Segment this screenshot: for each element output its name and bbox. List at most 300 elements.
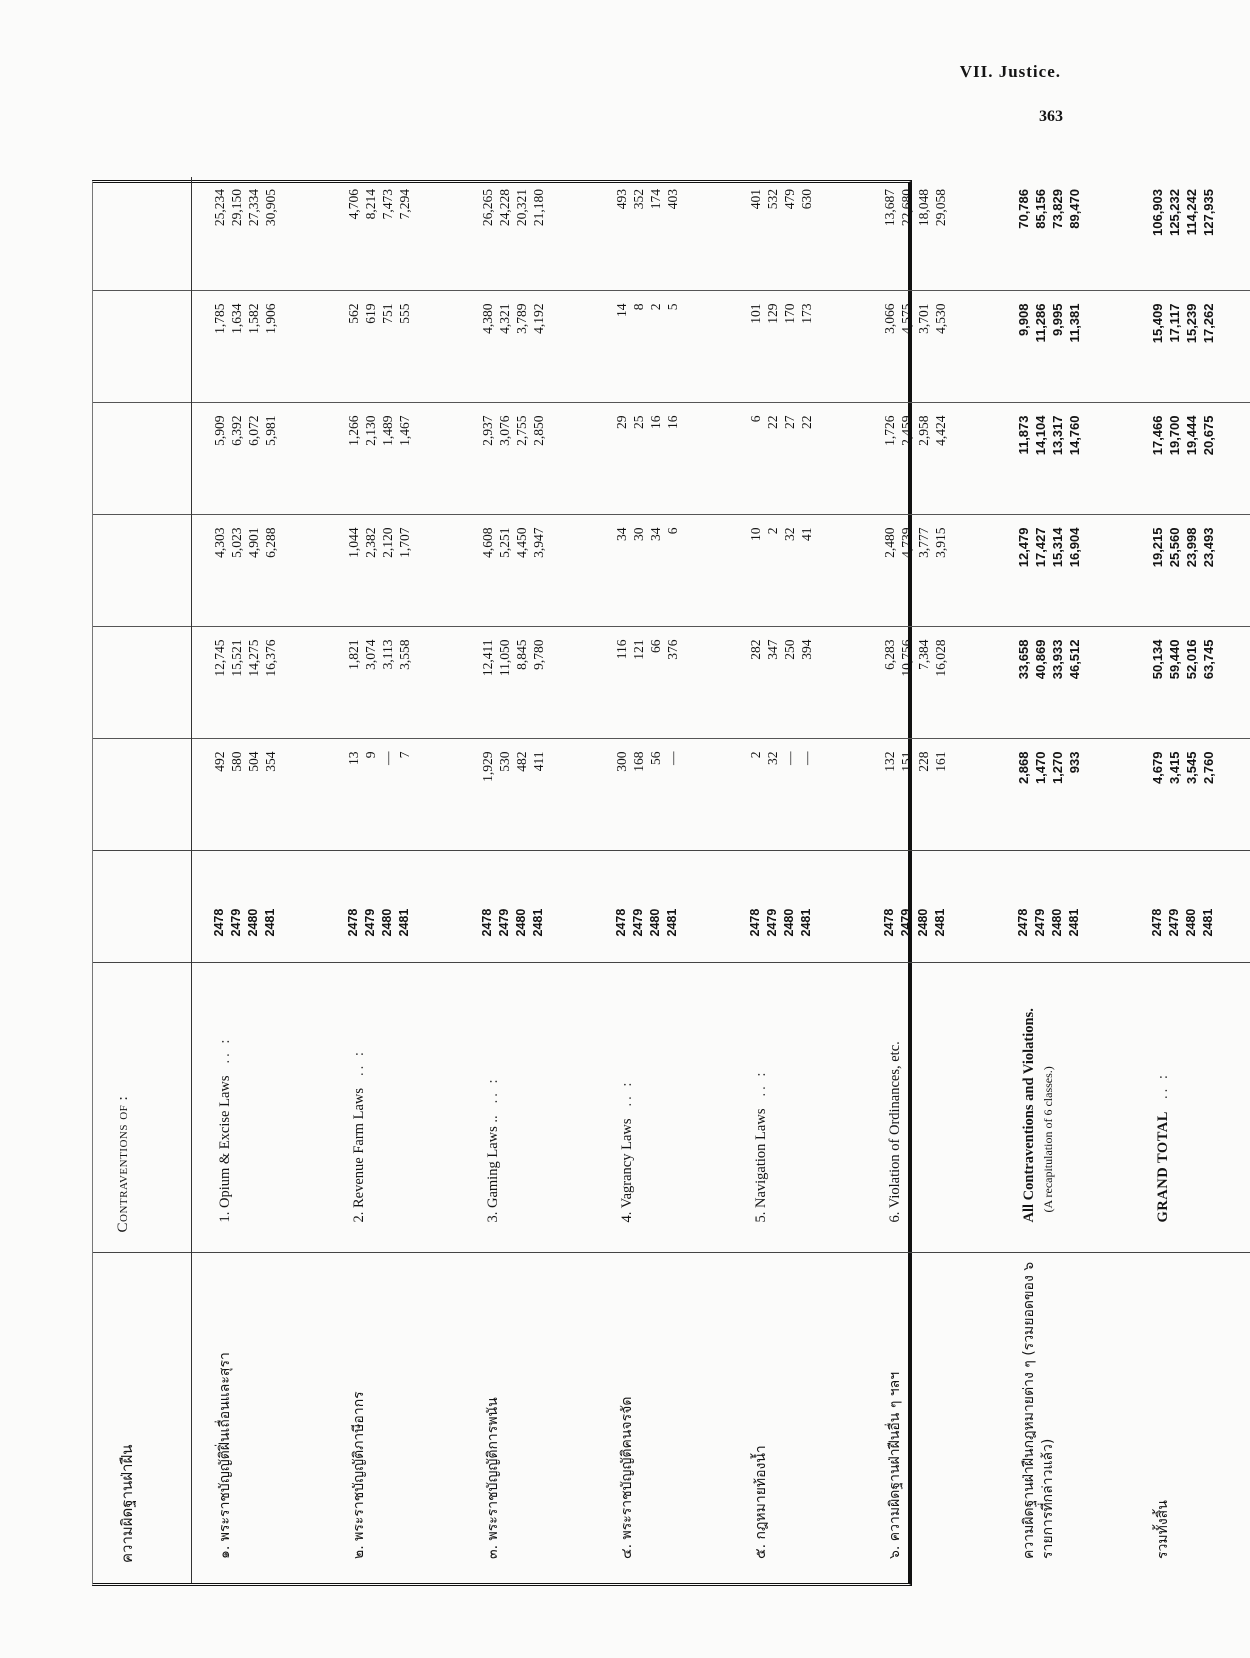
table-cell-value: 11,050	[497, 639, 512, 677]
row-column-4	[326, 403, 460, 515]
row-thai-label: ๓. พระราชบัญญัติการพนัน	[460, 1253, 594, 1583]
table-cell-value: 2,480	[882, 527, 897, 558]
year-value: 2481	[1201, 908, 1215, 937]
row-column-5	[1130, 291, 1250, 403]
row-column-5	[192, 291, 327, 403]
row-years	[728, 851, 862, 963]
row-column-2	[862, 627, 996, 739]
table-cell-value: 116	[614, 639, 629, 660]
year-value: 2478	[882, 908, 896, 937]
table-cell-value: 19,700	[1167, 415, 1182, 456]
row-dot-leader: .. :	[1155, 1072, 1171, 1100]
year-value: 2481	[397, 908, 411, 937]
table-cell-value: 751	[380, 303, 395, 324]
table-cell-value: 15,521	[229, 639, 244, 677]
table-cell-value: 18,048	[916, 189, 931, 227]
row-column-6	[192, 177, 327, 291]
table-cell-value: 4,450	[514, 527, 529, 558]
table-cell-value: 479	[782, 189, 797, 210]
table-cell-value: 401	[748, 189, 763, 210]
table-cell-value: 3,066	[882, 303, 897, 334]
row-english-label	[460, 963, 594, 1253]
header-col-5	[93, 291, 192, 403]
table-cell-value: 129	[765, 303, 780, 324]
header-col-3	[93, 515, 192, 627]
table-cell-value: 22,680	[899, 189, 914, 227]
table-cell-value: 17,427	[1033, 527, 1048, 568]
table-cell-value: 168	[631, 751, 646, 772]
table-cell-value: 11,381	[1067, 303, 1082, 343]
row-column-3	[728, 515, 862, 627]
table-cell-value: 4,192	[531, 303, 546, 334]
year-value: 2479	[1167, 908, 1181, 937]
row-column-4	[1130, 403, 1250, 515]
table-cell-value: 492	[212, 751, 227, 772]
table-cell-value: 85,156	[1033, 189, 1048, 229]
table-row	[594, 177, 728, 1583]
row-column-3	[192, 515, 327, 627]
table-cell-value: 33,933	[1050, 639, 1065, 680]
year-value: 2480	[380, 908, 394, 937]
row-column-1	[326, 739, 460, 851]
table-cell-value: 6	[665, 527, 680, 535]
table-cell-value: 6,392	[229, 415, 244, 446]
table-cell-value: 4,530	[933, 303, 948, 334]
table-cell-value: 7,384	[916, 639, 931, 670]
row-dot-leader: .. :	[485, 1076, 501, 1104]
year-value: 2478	[480, 908, 494, 937]
table-cell-value: 9,995	[1050, 303, 1065, 337]
table-cell-value: 7,294	[397, 189, 412, 220]
row-years	[192, 851, 327, 963]
row-english-label	[996, 963, 1130, 1253]
table-cell-value: 50,134	[1150, 639, 1165, 680]
table-cell-value: 29	[614, 415, 629, 429]
table-cell-value: 482	[514, 751, 529, 772]
year-value: 2478	[346, 908, 360, 937]
table-cell-value: 32	[782, 527, 797, 541]
table-row	[728, 177, 862, 1583]
table-cell-value: 347	[765, 639, 780, 660]
table-cell-value: 9,908	[1016, 303, 1031, 337]
table-cell-value: 8	[631, 303, 646, 311]
row-years	[326, 851, 460, 963]
table-cell-value: 3,113	[380, 639, 395, 670]
table-cell-value: 27,334	[246, 189, 261, 227]
page-header-title: VII. Justice.	[959, 62, 1061, 81]
table-cell-value: 46,512	[1067, 639, 1082, 680]
table-cell-value: 2	[748, 751, 763, 759]
table-cell-value: 20,321	[514, 189, 529, 227]
row-english-title: 2. Revenue Farm Laws	[351, 1088, 367, 1223]
table-cell-value: 354	[263, 751, 278, 772]
row-english-title: 4. Vagrancy Laws	[619, 1118, 635, 1223]
row-thai-label: ๔. พระราชบัญญัติคนจรจัด	[594, 1253, 728, 1583]
row-column-1	[192, 739, 327, 851]
table-cell-value: 127,935	[1201, 189, 1216, 236]
row-column-5	[326, 291, 460, 403]
table-cell-value: 555	[397, 303, 412, 324]
table-cell-value: 1,785	[212, 303, 227, 334]
table-cell-value: 20,675	[1201, 415, 1216, 456]
table-cell-value: 1,467	[397, 415, 412, 446]
year-value: 2480	[246, 908, 260, 937]
row-years	[460, 851, 594, 963]
table-cell-value: 25,234	[212, 189, 227, 227]
table-cell-value: 19,444	[1184, 415, 1199, 456]
row-column-6	[594, 177, 728, 291]
table-cell-value: 15,314	[1050, 527, 1065, 568]
table-cell-value: 1,489	[380, 415, 395, 446]
table-cell-value: 174	[648, 189, 663, 210]
row-column-6	[996, 177, 1130, 291]
table-cell-value: 6,283	[882, 639, 897, 670]
table-cell-value: 63,745	[1201, 639, 1216, 680]
row-english-label	[192, 963, 327, 1253]
row-column-5	[728, 291, 862, 403]
year-value: 2479	[899, 908, 913, 937]
table-cell-value: 2,868	[1016, 751, 1031, 785]
table-cell-value: 530	[497, 751, 512, 772]
year-value: 2478	[614, 908, 628, 937]
year-value: 2481	[263, 908, 277, 937]
table-cell-value: 26,265	[480, 189, 495, 227]
table-cell-value: 12,411	[480, 639, 495, 677]
table-cell-value: 30	[631, 527, 646, 541]
row-column-6	[326, 177, 460, 291]
year-value: 2481	[1067, 908, 1081, 937]
year-value: 2481	[933, 908, 947, 937]
row-column-4	[594, 403, 728, 515]
year-value: 2480	[1184, 908, 1198, 937]
table-cell-value: 17,117	[1167, 303, 1182, 343]
row-thai-label: ความผิดฐานฝ่าฝืนกฎหมายต่าง ๆ (รวมยอดของ ๖ รายการที่กล่าวแล้ว)	[996, 1253, 1130, 1583]
table-cell-value: 4,424	[933, 415, 948, 446]
table-cell-value: 5,023	[229, 527, 244, 558]
row-column-4	[460, 403, 594, 515]
table-cell-value: —	[799, 751, 814, 765]
row-column-2	[728, 627, 862, 739]
row-column-3	[460, 515, 594, 627]
table-cell-value: 3,915	[933, 527, 948, 558]
table-cell-value: 4,706	[346, 189, 361, 220]
table-cell-value: 106,903	[1150, 189, 1165, 236]
table-row	[460, 177, 594, 1583]
table-cell-value: 19,215	[1150, 527, 1165, 568]
year-value: 2480	[648, 908, 662, 937]
row-years	[1130, 851, 1250, 963]
table-cell-value: 933	[1067, 751, 1082, 774]
table-cell-value: 300	[614, 751, 629, 772]
row-english-label	[594, 963, 728, 1253]
table-cell-value: 59,440	[1167, 639, 1182, 680]
page-number: 363	[1039, 108, 1063, 125]
table-row	[862, 177, 996, 1583]
table-cell-value: 1,582	[246, 303, 261, 334]
row-column-3	[594, 515, 728, 627]
table-cell-value: 403	[665, 189, 680, 210]
table-cell-value: 1,726	[882, 415, 897, 446]
row-column-3	[862, 515, 996, 627]
table-cell-value: 14	[614, 303, 629, 317]
table-cell-value: 13,317	[1050, 415, 1065, 456]
table-cell-value: 14,760	[1067, 415, 1082, 456]
rotated-table-content	[93, 177, 1216, 1583]
table-cell-value: 2,120	[380, 527, 395, 558]
row-column-2	[460, 627, 594, 739]
row-column-5	[594, 291, 728, 403]
year-value: 2478	[1150, 908, 1164, 937]
table-cell-value: 23,998	[1184, 527, 1199, 568]
table-cell-value: 2,760	[1201, 751, 1216, 785]
table-cell-value: 4,739	[899, 527, 914, 558]
table-cell-value: 2	[648, 303, 663, 311]
justice-statistics-table	[92, 180, 1216, 1586]
table-cell-value: 4,679	[1150, 751, 1165, 785]
year-value: 2478	[748, 908, 762, 937]
table-cell-value: 11,873	[1016, 415, 1031, 455]
table-cell-value: 7,473	[380, 189, 395, 220]
table-cell-value: 2,382	[363, 527, 378, 558]
row-column-2	[1130, 627, 1250, 739]
year-value: 2480	[514, 908, 528, 937]
table-cell-value: 32	[765, 751, 780, 765]
table-cell-value: 3,415	[1167, 751, 1182, 785]
table-cell-value: 4,303	[212, 527, 227, 558]
row-column-2	[326, 627, 460, 739]
table-cell-value: 3,947	[531, 527, 546, 558]
row-thai-label: ๕. กฎหมายท้องน้ำ	[728, 1253, 862, 1583]
row-column-3	[326, 515, 460, 627]
header-col-1	[93, 739, 192, 851]
row-column-5	[862, 291, 996, 403]
table-cell-value: 4,608	[480, 527, 495, 558]
row-thai-label: ๒. พระราชบัญญัติภาษีอากร	[326, 1253, 460, 1583]
table-cell-value: 2,958	[916, 415, 931, 446]
row-thai-label: ๑. พระราชบัญญัติฝิ่นเถื่อนและสุรา	[192, 1253, 327, 1583]
table-cell-value: 25,560	[1167, 527, 1182, 568]
row-english-subtitle: (A recapitulation of 6 classes.)	[1040, 1066, 1055, 1213]
table-cell-value: 33,658	[1016, 639, 1031, 680]
row-column-2	[594, 627, 728, 739]
row-column-4	[728, 403, 862, 515]
table-cell-value: 29,150	[229, 189, 244, 227]
table-cell-value: 5,251	[497, 527, 512, 558]
table-cell-value: 562	[346, 303, 361, 324]
table-cell-value: 151	[899, 751, 914, 772]
table-cell-value: 14,275	[246, 639, 261, 677]
row-column-1	[996, 739, 1130, 851]
row-thai-label: ๖. ความผิดฐานฝ่าฝืนอื่น ๆ ฯลฯ	[862, 1253, 996, 1583]
year-value: 2481	[665, 908, 679, 937]
table-cell-value: 70,786	[1016, 189, 1031, 229]
row-column-2	[996, 627, 1130, 739]
year-value: 2478	[1016, 908, 1030, 937]
table-cell-value: 1,470	[1033, 751, 1048, 785]
table-cell-value: 4,321	[497, 303, 512, 334]
table-cell-value: 3,701	[916, 303, 931, 334]
table-cell-value: 9	[363, 751, 378, 759]
table-cell-value: 4,380	[480, 303, 495, 334]
table-cell-value: 101	[748, 303, 763, 324]
row-english-title: 6. Violation of Ordinances, etc.	[887, 1041, 903, 1223]
table-cell-value: 16	[665, 415, 680, 429]
header-english-label: Contraventions of :	[93, 963, 192, 1253]
table-cell-value: 228	[916, 751, 931, 772]
row-english-label	[728, 963, 862, 1253]
table-cell-value: 73,829	[1050, 189, 1065, 229]
year-value: 2479	[363, 908, 377, 937]
table-cell-value: 170	[782, 303, 797, 324]
table-cell-value: 132	[882, 751, 897, 772]
table-cell-value: 114,242	[1184, 189, 1199, 236]
table-row	[996, 177, 1130, 1583]
row-english-title: GRAND TOTAL	[1155, 1111, 1171, 1223]
table-cell-value: 1,821	[346, 639, 361, 670]
row-column-3	[996, 515, 1130, 627]
year-value: 2479	[765, 908, 779, 937]
table-cell-value: 27	[782, 415, 797, 429]
table-cell-value: 22	[799, 415, 814, 429]
table-row	[1130, 177, 1250, 1583]
table-cell-value: 3,076	[497, 415, 512, 446]
table-cell-value: 34	[648, 527, 663, 541]
row-dot-leader: .. :	[351, 1049, 367, 1076]
header-year-cell	[93, 851, 192, 963]
table-row	[192, 177, 327, 1583]
table-cell-value: 8,214	[363, 189, 378, 220]
table-cell-value: 66	[648, 639, 663, 653]
table-cell-value: 41	[799, 527, 814, 541]
table-cell-value: 6,288	[263, 527, 278, 558]
table-header-row	[93, 177, 192, 1583]
row-years	[862, 851, 996, 963]
row-column-1	[594, 739, 728, 851]
table-cell-value: 6	[748, 415, 763, 423]
table-cell-value: 10,756	[899, 639, 914, 677]
year-value: 2480	[1050, 908, 1064, 937]
table-cell-value: 4,901	[246, 527, 261, 558]
contraventions-table	[93, 177, 1250, 1583]
table-cell-value: 493	[614, 189, 629, 210]
table-cell-value: 2,850	[531, 415, 546, 446]
table-cell-value: 630	[799, 189, 814, 210]
table-cell-value: 161	[933, 751, 948, 772]
table-cell-value: 25	[631, 415, 646, 429]
table-cell-value: 8,845	[514, 639, 529, 670]
table-cell-value: 11,286	[1033, 303, 1048, 343]
table-cell-value: 3,789	[514, 303, 529, 334]
row-years	[594, 851, 728, 963]
table-cell-value: 3,545	[1184, 751, 1199, 785]
table-cell-value: 89,470	[1067, 189, 1082, 229]
table-cell-value: 4,575	[899, 303, 914, 334]
table-cell-value: 2,937	[480, 415, 495, 446]
table-cell-value: 619	[363, 303, 378, 324]
row-column-6	[1130, 177, 1250, 291]
row-column-4	[862, 403, 996, 515]
table-cell-value: 14,104	[1033, 415, 1048, 456]
table-cell-value: 16,904	[1067, 527, 1082, 568]
table-cell-value: 1,266	[346, 415, 361, 446]
year-value: 2479	[631, 908, 645, 937]
row-column-5	[996, 291, 1130, 403]
table-cell-value: 2	[765, 527, 780, 535]
table-cell-value: 15,239	[1184, 303, 1199, 344]
table-cell-value: 16,028	[933, 639, 948, 677]
table-cell-value: 23,493	[1201, 527, 1216, 568]
table-cell-value: 2,130	[363, 415, 378, 446]
row-column-6	[728, 177, 862, 291]
row-column-3	[1130, 515, 1250, 627]
table-cell-value: 394	[799, 639, 814, 660]
table-cell-value: 40,869	[1033, 639, 1048, 680]
year-value: 2479	[229, 908, 243, 937]
table-cell-value: 3,558	[397, 639, 412, 670]
row-column-6	[862, 177, 996, 291]
year-value: 2480	[916, 908, 930, 937]
table-cell-value: 173	[799, 303, 814, 324]
year-value: 2481	[799, 908, 813, 937]
row-years	[996, 851, 1130, 963]
table-cell-value: 16,376	[263, 639, 278, 677]
table-cell-value: 34	[614, 527, 629, 541]
header-col-4	[93, 403, 192, 515]
table-cell-value: 7	[397, 751, 412, 759]
row-english-label	[326, 963, 460, 1253]
table-cell-value: 52,016	[1184, 639, 1199, 680]
row-column-4	[192, 403, 327, 515]
row-column-6	[460, 177, 594, 291]
table-cell-value: 16	[648, 415, 663, 429]
table-cell-value: 13	[346, 751, 361, 765]
row-column-1	[862, 739, 996, 851]
year-value: 2479	[1033, 908, 1047, 937]
table-cell-value: 24,228	[497, 189, 512, 227]
row-column-4	[996, 403, 1130, 515]
table-cell-value: 1,707	[397, 527, 412, 558]
table-cell-value: 1,044	[346, 527, 361, 558]
table-cell-value: 6,072	[246, 415, 261, 446]
row-column-2	[192, 627, 327, 739]
table-cell-value: 56	[648, 751, 663, 765]
header-col-6	[93, 177, 192, 291]
row-column-1	[1130, 739, 1250, 851]
year-value: 2478	[212, 908, 226, 937]
row-english-title: 3. Gaming Laws ..	[485, 1115, 501, 1223]
table-cell-value: 125,232	[1167, 189, 1182, 236]
table-cell-value: —	[665, 751, 680, 765]
table-cell-value: 5	[665, 303, 680, 311]
table-cell-value: 1,906	[263, 303, 278, 334]
table-cell-value: 250	[782, 639, 797, 660]
table-cell-value: 3,777	[916, 527, 931, 558]
row-english-label	[862, 963, 996, 1253]
table-cell-value: 1,929	[480, 751, 495, 782]
table-cell-value: 1,270	[1050, 751, 1065, 785]
table-cell-value: 532	[765, 189, 780, 210]
row-dot-leader: .. :	[753, 1069, 769, 1097]
table-cell-value: 3,074	[363, 639, 378, 670]
table-cell-value: 5,981	[263, 415, 278, 446]
table-cell-value: 5,909	[212, 415, 227, 446]
row-english-title: 1. Opium & Excise Laws	[217, 1075, 233, 1223]
table-cell-value: 411	[531, 751, 546, 772]
table-cell-value: 10	[748, 527, 763, 541]
row-dot-leader: .. :	[619, 1079, 635, 1107]
table-cell-value: 29,058	[933, 189, 948, 227]
row-dot-leader: .. :	[217, 1036, 233, 1064]
